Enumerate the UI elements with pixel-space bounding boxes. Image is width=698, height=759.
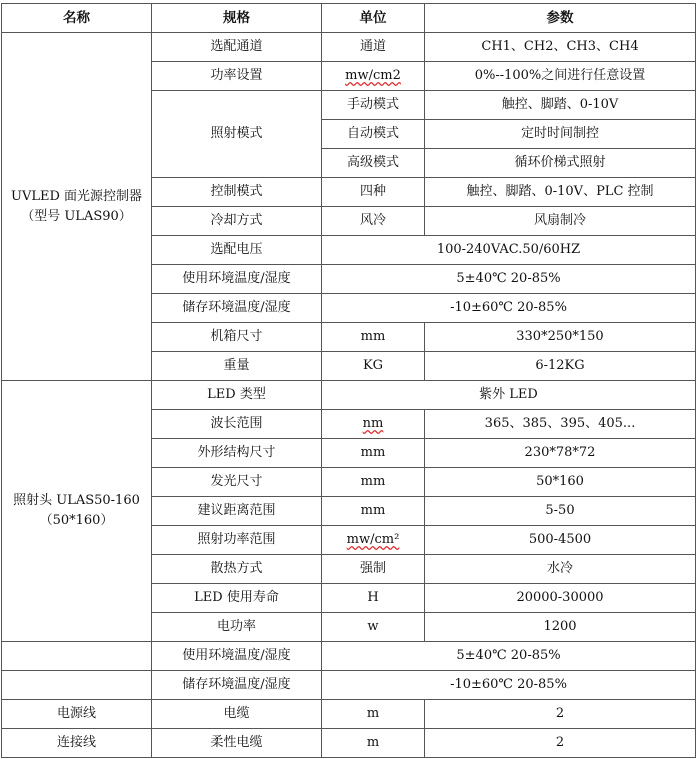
table-row [2, 671, 696, 700]
value-cell: -10±60℃ 20-85% [322, 671, 696, 700]
unit-cell: 通道 [322, 33, 425, 62]
unit-cell: H [322, 584, 425, 613]
header-name: 名称 [2, 4, 152, 33]
value-cell: 6-12KG [425, 352, 696, 381]
header-spec: 规格 [152, 4, 322, 33]
name-cell: 连接线 [2, 729, 152, 758]
value-cell: 5±40℃ 20-85% [322, 642, 696, 671]
spec-cell: 功率设置 [152, 62, 322, 91]
spec-cell: 重量 [152, 352, 322, 381]
value-cell: 5±40℃ 20-85% [322, 265, 696, 294]
name-cell: 电源线 [2, 700, 152, 729]
value-cell: 触控、脚踏、0-10V、PLC 控制 [425, 178, 696, 207]
value-cell: 触控、脚踏、0-10V [425, 91, 696, 120]
controller-name-cell [2, 33, 152, 381]
value-cell: 2 [425, 700, 696, 729]
unit-cell: 风冷 [322, 207, 425, 236]
spec-cell: LED 使用寿命 [152, 584, 322, 613]
value-cell: 循环价梯式照射 [425, 149, 696, 178]
value-cell: 风扇制冷 [425, 207, 696, 236]
header-param: 参数 [425, 4, 696, 33]
unit-cell: KG [322, 352, 425, 381]
spec-cell: 电功率 [152, 613, 322, 642]
value-cell: 水冷 [425, 555, 696, 584]
mode-cell: 自动模式 [322, 120, 425, 149]
unit-cell: 四种 [322, 178, 425, 207]
value-cell: 5-50 [425, 497, 696, 526]
value-cell: 230*78*72 [425, 439, 696, 468]
value-cell: 2 [425, 729, 696, 758]
spec-cell: 储存环境温度/湿度 [152, 671, 322, 700]
spec-cell: 储存环境温度/湿度 [152, 294, 322, 323]
value-cell: 50*160 [425, 468, 696, 497]
spec-cell: 照射模式 [152, 91, 322, 178]
controller-model: （型号 ULAS90） [21, 208, 132, 224]
header-unit: 单位 [322, 4, 425, 33]
controller-name: UVLED 面光源控制器 [10, 188, 143, 204]
unit-cell: mm [322, 439, 425, 468]
spec-cell: 发光尺寸 [152, 468, 322, 497]
spec-cell: 照射功率范围 [152, 526, 322, 555]
value-cell: 500-4500 [425, 526, 696, 555]
unit-cell [322, 62, 425, 91]
value-cell: 定时时间制控 [425, 120, 696, 149]
spec-cell: 柔性电缆 [152, 729, 322, 758]
empty-name-cell [2, 671, 152, 700]
head-unit-size: （50*160） [39, 513, 114, 528]
value-cell: 0%--100%之间进行任意设置 [425, 62, 696, 91]
value-cell: CH1、CH2、CH3、CH4 [425, 33, 696, 62]
unit-cell: mm [322, 468, 425, 497]
spec-cell: 选配电压 [152, 236, 322, 265]
value-cell: 330*250*150 [425, 323, 696, 352]
spec-cell: 使用环境温度/湿度 [152, 265, 322, 294]
mode-cell: 手动模式 [322, 91, 425, 120]
value-cell: 100-240VAC.50/60HZ [322, 236, 696, 265]
value-cell: 365、385、395、405... [425, 410, 696, 439]
spec-cell: 波长范围 [152, 410, 322, 439]
table-row [2, 700, 696, 729]
spec-cell: 散热方式 [152, 555, 322, 584]
unit-text: mw/cm² [346, 532, 400, 547]
unit-text: nm [362, 416, 384, 431]
spec-cell: 冷却方式 [152, 207, 322, 236]
mode-cell: 高级模式 [322, 149, 425, 178]
spec-cell: 电缆 [152, 700, 322, 729]
empty-name-cell [2, 642, 152, 671]
table-row [2, 33, 696, 62]
spec-cell: LED 类型 [152, 381, 322, 410]
unit-text: mw/cm2 [345, 68, 401, 83]
unit-cell [322, 410, 425, 439]
spec-cell: 选配通道 [152, 33, 322, 62]
unit-cell [322, 526, 425, 555]
spec-cell: 机箱尺寸 [152, 323, 322, 352]
spec-cell: 外形结构尺寸 [152, 439, 322, 468]
value-cell: -10±60℃ 20-85% [322, 294, 696, 323]
spec-table [1, 3, 696, 758]
table-row [2, 729, 696, 758]
spec-cell: 控制模式 [152, 178, 322, 207]
unit-cell: mm [322, 497, 425, 526]
unit-cell: m [322, 729, 425, 758]
head-unit-name: 照射头 ULAS50-160 [13, 493, 140, 508]
spec-cell: 建议距离范围 [152, 497, 322, 526]
unit-cell: mm [322, 323, 425, 352]
table-row [2, 642, 696, 671]
table-row [2, 381, 696, 410]
head-unit-name-cell [2, 381, 152, 642]
unit-cell: w [322, 613, 425, 642]
value-cell: 20000-30000 [425, 584, 696, 613]
value-cell: 紫外 LED [322, 381, 696, 410]
header-row [2, 4, 696, 33]
value-cell: 1200 [425, 613, 696, 642]
spec-cell: 使用环境温度/湿度 [152, 642, 322, 671]
unit-cell: m [322, 700, 425, 729]
unit-cell: 强制 [322, 555, 425, 584]
